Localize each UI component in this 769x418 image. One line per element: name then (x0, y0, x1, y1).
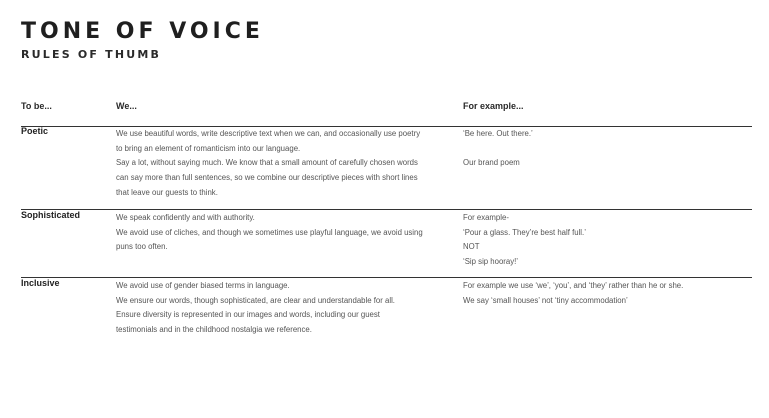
we-line: We avoid use of gender biased terms in language. (116, 281, 290, 290)
example-line: NOT (463, 242, 480, 252)
row-we-text (116, 127, 461, 201)
row-example-text (463, 127, 752, 171)
row-example-text (463, 279, 752, 308)
row-label: Poetic (21, 126, 49, 136)
row-label: Sophisticated (21, 210, 81, 220)
column-header-to-be: To be... (21, 101, 52, 111)
row-we-text (116, 211, 461, 255)
page-subtitle: RULES OF THUMB (21, 48, 162, 61)
we-line: to bring an element of romanticism into our language. (116, 143, 301, 153)
row-we-text (116, 279, 461, 338)
tone-table (21, 101, 752, 343)
we-line: Say a lot, without saying much. We know that a small amount of carefully chosen words (116, 158, 418, 168)
we-line: puns too often. (116, 242, 168, 252)
we-line: We speak confidently and with authority. (116, 213, 255, 222)
we-line: We use beautiful words, write descriptive text when we can, and occasionally use poetry (116, 129, 421, 138)
we-line: We avoid use of cliches, and though we sometimes use playful language, we avoid using (116, 227, 423, 237)
table-row-sophisticated (21, 210, 752, 278)
row-example-text (463, 211, 752, 270)
example-line: We say ‘small houses’ not ‘tiny accommodation’ (463, 295, 628, 305)
column-header-we: We... (116, 101, 137, 111)
we-line: can say more than full sentences, so we combine our descriptive pieces with short lines (116, 173, 418, 183)
row-label: Inclusive (21, 278, 60, 288)
example-line: For example- (463, 213, 509, 222)
example-line: ‘Be here. Out there.’ (463, 129, 533, 138)
we-line: Ensure diversity is represented in our images and words, including our guest (116, 310, 380, 320)
we-line: We ensure our words, though sophisticated, are clear and understandable for all. (116, 295, 395, 305)
table-header (21, 101, 752, 127)
we-line: that leave our guests to think. (116, 187, 218, 197)
example-line: Our brand poem (463, 158, 520, 168)
table-row-inclusive (21, 278, 752, 343)
example-line: ‘Sip sip hooray!’ (463, 257, 519, 267)
table-row-poetic (21, 127, 752, 210)
we-line: testimonials and in the childhood nostalgia we reference. (116, 325, 312, 335)
column-header-for-example: For example... (463, 101, 524, 111)
example-line: For example we use ‘we’, ‘you’, and ‘they’ rather than he or she. (463, 281, 684, 290)
example-line: ‘Pour a glass. They’re best half full.’ (463, 227, 586, 237)
page-title: TONE OF VOICE (21, 19, 264, 44)
